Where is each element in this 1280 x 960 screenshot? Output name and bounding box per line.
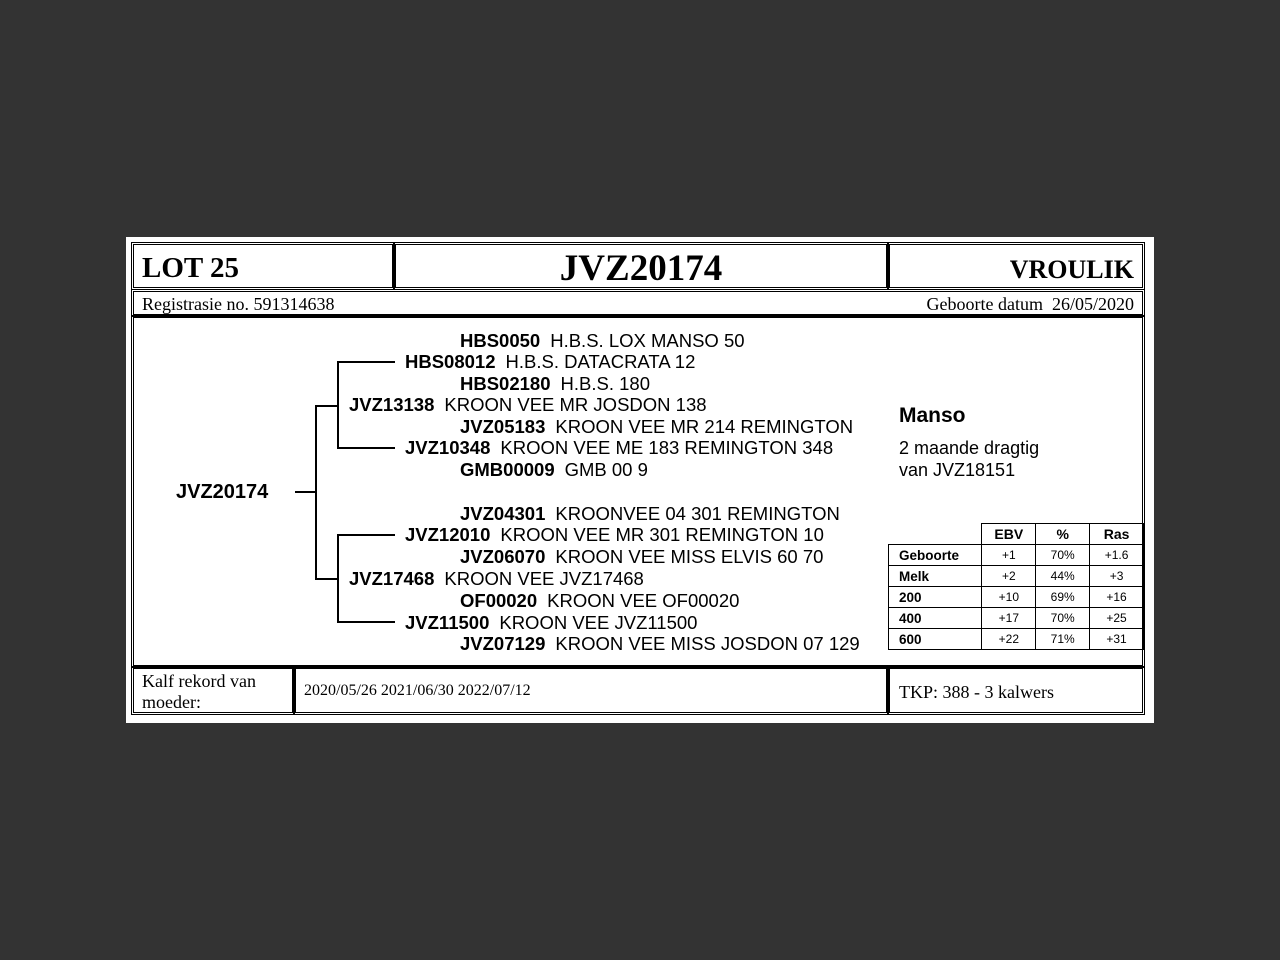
ebv-row-label: 400 (889, 608, 982, 629)
pedigree-name: GMB 00 9 (564, 459, 648, 480)
calf-record-label-cell (131, 666, 295, 715)
sex-cell (887, 242, 1145, 290)
pedigree-entry (460, 416, 853, 438)
pedigree-entry (460, 590, 739, 612)
ebv-row-label: Melk (889, 566, 982, 587)
ebv-breed-avg: +25 (1090, 608, 1144, 629)
connector-line (337, 361, 339, 449)
ebv-accuracy: 69% (1036, 587, 1090, 608)
calf-dates: 2020/05/26 2021/06/30 2022/07/12 (304, 682, 531, 699)
birth-date-label: Geboorte datum (926, 294, 1043, 314)
pedigree-code: HBS08012 (405, 351, 496, 372)
ebv-accuracy: 70% (1036, 608, 1090, 629)
pedigree-name: KROON VEE MISS JOSDON 07 129 (555, 633, 860, 654)
pedigree-code: JVZ10348 (405, 437, 491, 458)
pregnancy-status: 2 maande dragtig (899, 438, 1040, 458)
registration-number (142, 294, 334, 315)
ebv-breed-avg: +1.6 (1090, 545, 1144, 566)
tkp-value: TKP: 388 - 3 kalwers (899, 682, 1054, 702)
pedigree-code: JVZ11500 (405, 612, 490, 633)
pedigree-name: KROON VEE MR JOSDON 138 (444, 394, 707, 415)
birth-date-value: 26/05/2020 (1051, 294, 1134, 314)
pedigree-subject: JVZ20174 (176, 481, 269, 503)
lot-number: LOT 25 (142, 252, 239, 284)
pedigree-entry (349, 394, 707, 416)
pedigree-name: KROON VEE MR 214 REMINGTON (555, 416, 854, 437)
pedigree-entry (405, 524, 824, 546)
pedigree-entry (405, 351, 695, 373)
connector-line (337, 447, 395, 449)
animal-id-title: JVZ20174 (559, 248, 723, 289)
ebv-row (889, 608, 1144, 629)
ebv-accuracy: 44% (1036, 566, 1090, 587)
pedigree-name: KROON VEE JVZ11500 (499, 612, 698, 633)
ebv-row (889, 629, 1144, 650)
connector-line (295, 491, 317, 493)
pedigree-code: JVZ12010 (405, 524, 491, 545)
registration-row (131, 289, 1145, 317)
calf-record-label (142, 671, 256, 713)
pedigree-code: GMB00009 (460, 459, 555, 480)
pregnancy-sire: van JVZ18151 (899, 460, 1016, 480)
pedigree-code: JVZ04301 (460, 503, 546, 524)
ebv-breed-avg: +3 (1090, 566, 1144, 587)
pedigree-name: KROON VEE OF00020 (547, 590, 740, 611)
pedigree-name: H.B.S. LOX MANSO 50 (550, 330, 745, 351)
ebv-breed-avg: +31 (1090, 629, 1144, 650)
animal-id-cell (393, 242, 889, 290)
pedigree-name: KROON VEE ME 183 REMINGTON 348 (500, 437, 834, 458)
ebv-value: +17 (982, 608, 1036, 629)
pedigree-name: H.B.S. DATACRATA 12 (505, 351, 696, 372)
connector-line (337, 534, 395, 536)
pedigree-name: KROON VEE MR 301 REMINGTON 10 (500, 524, 824, 545)
pedigree-entry (460, 459, 648, 481)
sex-label: VROULIK (1009, 255, 1134, 284)
pedigree-entry (460, 373, 650, 395)
pedigree-code: JVZ07129 (460, 633, 546, 654)
ebv-accuracy: 71% (1036, 629, 1090, 650)
ebv-value: +22 (982, 629, 1036, 650)
ebv-value: +2 (982, 566, 1036, 587)
pedigree-name: KROONVEE 04 301 REMINGTON (555, 503, 840, 524)
pedigree-code: JVZ05183 (460, 416, 546, 437)
pedigree-code: JVZ06070 (460, 546, 546, 567)
ebv-row-label: 200 (889, 587, 982, 608)
ebv-row-label: Geboorte (889, 545, 982, 566)
calf-dates-cell (293, 666, 889, 715)
pedigree-entry (460, 330, 745, 352)
pedigree-code: HBS0050 (460, 330, 541, 351)
ebv-accuracy: 70% (1036, 545, 1090, 566)
pedigree-code: HBS02180 (460, 373, 551, 394)
pedigree-entry (405, 437, 833, 459)
ebv-row (889, 545, 1144, 566)
pedigree-code: JVZ17468 (349, 568, 435, 589)
ebv-row (889, 566, 1144, 587)
ebv-header-blank (889, 524, 982, 545)
connector-line (315, 405, 317, 580)
ebv-value: +1 (982, 545, 1036, 566)
pedigree-code: OF00020 (460, 590, 538, 611)
lot-cell (131, 242, 395, 290)
pedigree-entry (405, 612, 697, 634)
pedigree-name: KROON VEE JVZ17468 (444, 568, 644, 589)
calf-record-label-line: Kalf rekord van (142, 671, 256, 691)
pedigree-name: H.B.S. 180 (560, 373, 650, 394)
birth-date (927, 294, 1134, 315)
connector-line (337, 361, 395, 363)
tkp-cell (887, 666, 1145, 715)
connector-line (337, 534, 339, 623)
pedigree-entry (460, 546, 823, 568)
pedigree-name: KROON VEE MISS ELVIS 60 70 (555, 546, 824, 567)
calf-record-label-line: moeder: (142, 692, 201, 712)
ebv-header: % (1036, 524, 1090, 545)
connector-line (315, 578, 339, 580)
pedigree-entry (460, 503, 840, 525)
registration-label: Registrasie no. (142, 294, 249, 314)
registration-value: 591314638 (253, 294, 335, 314)
connector-line (337, 621, 395, 623)
ebv-header: Ras (1090, 524, 1144, 545)
connector-line (315, 405, 339, 407)
ebv-value: +10 (982, 587, 1036, 608)
ebv-table (888, 523, 1144, 650)
ebv-header-row (889, 524, 1144, 545)
lot-card (126, 237, 1154, 723)
ebv-header: EBV (982, 524, 1036, 545)
bull-name: Manso (899, 404, 966, 427)
pedigree-entry (460, 633, 860, 655)
ebv-row (889, 587, 1144, 608)
pedigree-code: JVZ13138 (349, 394, 435, 415)
ebv-breed-avg: +16 (1090, 587, 1144, 608)
ebv-row-label: 600 (889, 629, 982, 650)
pedigree-entry (349, 568, 644, 590)
